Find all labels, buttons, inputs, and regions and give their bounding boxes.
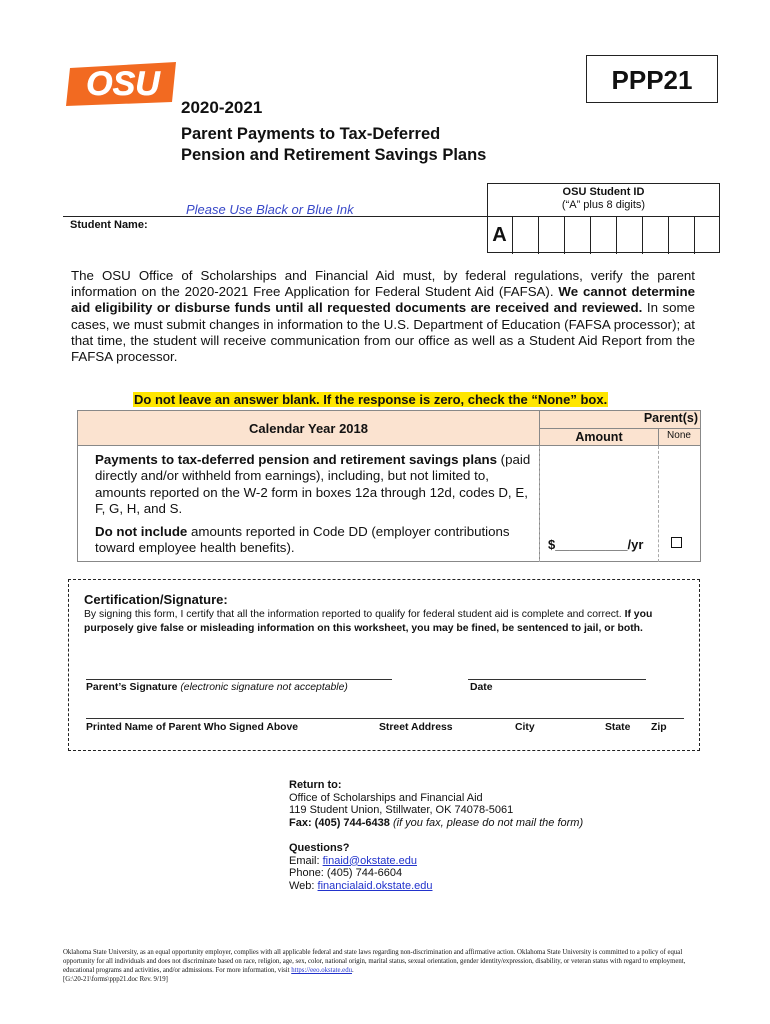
cert-bold: If you purposely give false or misleading information on this worksheet, you may be fined, be sentenced to jail, or both. xyxy=(84,609,653,634)
date-label: Date xyxy=(470,682,493,693)
form-id: PPP21 xyxy=(611,65,693,95)
id-digit-cell[interactable] xyxy=(512,217,538,254)
email-row xyxy=(289,855,433,868)
payments-description xyxy=(95,452,535,517)
divider xyxy=(539,446,540,562)
logo-text: OSU xyxy=(86,65,160,103)
intro-text-1: The OSU Office of Scholarships and Financial Aid must, by federal regulations, verify the parent information on the 2020-2021 Free Application for Federal Student Aid (FAFSA). xyxy=(71,268,695,300)
fax-label: Fax: (405) 744-6438 xyxy=(289,816,390,829)
id-digit-cell[interactable] xyxy=(694,217,720,254)
divider xyxy=(658,446,659,562)
payments-text: (paid directly and/or withheld from earnings), including, but not limited to, amounts reported on the W-2 form in boxes 12a through 12d, codes D, E, F, G, H, and S. xyxy=(95,452,531,516)
payments-bold: Payments to tax-deferred pension and retirement savings plans xyxy=(95,452,497,467)
cert-title: Certification/Signature: xyxy=(84,592,228,607)
footer xyxy=(63,948,713,984)
email-link[interactable]: finaid@okstate.edu xyxy=(322,854,417,867)
signature-label xyxy=(86,682,348,693)
osu-logo xyxy=(66,58,180,108)
form-id-box xyxy=(586,55,718,103)
web-row xyxy=(289,880,433,893)
student-id-cells[interactable] xyxy=(487,216,720,254)
footer-end: . xyxy=(352,967,354,974)
exclude-text: amounts reported in Code DD (employer contributions toward employee health benefits). xyxy=(95,524,510,556)
student-id-prefix: A xyxy=(492,224,507,246)
intro-paragraph xyxy=(71,268,695,365)
eeo-link[interactable]: https://eeo.okstate.edu xyxy=(291,967,352,974)
web-link[interactable]: financialaid.okstate.edu xyxy=(317,879,433,892)
year: 2020-2021 xyxy=(181,98,263,117)
table-header-year xyxy=(77,410,540,446)
exclusion-note xyxy=(95,524,535,557)
web-label: Web: xyxy=(289,879,318,892)
student-id-sub: (“A” plus 8 digits) xyxy=(561,199,646,211)
none-label: None xyxy=(667,430,691,441)
footer-text: Oklahoma State University, as an equal opportunity employer, complies with all applicable federal and state laws regarding non-discrimination and affirmative action. Oklahoma State University is committed to a policy of equal opportunity for all individuals and does not discriminate based on race, religion, age, sex, color, national origin, marital status, sexual orientation, gender identity/expression, disability, or veteran status with regard to employment, educational programs and activities, and/or admissions. For more information, visit xyxy=(63,949,686,974)
id-digit-cell[interactable] xyxy=(590,217,616,254)
ink-note: Please Use Black or Blue Ink xyxy=(186,202,354,217)
return-address: 119 Student Union, Stillwater, OK 74078-5061 xyxy=(289,804,514,817)
student-id-label: OSU Student ID xyxy=(562,186,645,198)
return-block xyxy=(289,779,583,829)
city-label: City xyxy=(515,722,535,733)
questions-title: Questions? xyxy=(289,842,350,854)
return-title: Return to: xyxy=(289,779,342,791)
phone: Phone: (405) 744-6604 xyxy=(289,867,403,880)
footer-ref: [G:\20-21\forms\ppp21.doc Rev. 9/19] xyxy=(63,976,168,983)
id-digit-cell[interactable] xyxy=(642,217,668,254)
return-office: Office of Scholarships and Financial Aid xyxy=(289,791,483,804)
signature-line[interactable] xyxy=(86,679,392,680)
intro-bold: We cannot determine aid eligibility or disburse funds until all requested documents are received and reviewed. xyxy=(71,284,695,316)
state-label: State xyxy=(605,722,631,733)
questions-block xyxy=(289,842,433,892)
zip-label: Zip xyxy=(651,722,667,733)
calendar-year-label: Calendar Year 2018 xyxy=(248,420,368,436)
amount-label: Amount xyxy=(575,430,623,444)
return-fax xyxy=(289,817,583,830)
id-digit-cell[interactable] xyxy=(538,217,564,254)
street-label: Street Address xyxy=(379,722,453,733)
parents-label: Parent(s) xyxy=(643,411,698,425)
sig-note: (electronic signature not acceptable) xyxy=(177,682,348,693)
student-name-label: Student Name: xyxy=(70,219,148,231)
date-line[interactable] xyxy=(468,679,646,680)
cert-plain: By signing this form, I certify that all the information reported to qualify for federal student aid is complete and correct. xyxy=(84,609,625,620)
divider xyxy=(63,216,487,217)
fax-note: (if you fax, please do not mail the form) xyxy=(389,816,584,829)
email-label: Email: xyxy=(289,854,323,867)
cert-text xyxy=(84,608,692,635)
intro-text-2: In some cases, we must submit changes in information to the U.S. Department of Education (FAFSA processor); at that time, the student will receive communication from our office as well as a Student Aid Report from the FAFSA processor. xyxy=(71,300,695,365)
title-line-1: Parent Payments to Tax-Deferred xyxy=(181,125,441,143)
sig-label: Parent’s Signature xyxy=(86,682,178,693)
exclude-bold: Do not include xyxy=(95,524,188,539)
id-digit-cell[interactable] xyxy=(668,217,694,254)
divider xyxy=(540,428,701,429)
none-checkbox[interactable] xyxy=(671,537,682,548)
id-digit-cell[interactable] xyxy=(564,217,590,254)
id-digit-cell[interactable] xyxy=(616,217,642,254)
warning-banner: Do not leave an answer blank. If the response is zero, check the “None” box. xyxy=(134,392,608,407)
page-title xyxy=(181,124,486,166)
student-id-header xyxy=(487,186,720,212)
title-line-2: Pension and Retirement Savings Plans xyxy=(181,146,487,164)
amount-field[interactable]: $__________/yr xyxy=(548,537,644,552)
address-line[interactable] xyxy=(86,718,684,719)
printed-name-label: Printed Name of Parent Who Signed Above xyxy=(86,722,299,733)
